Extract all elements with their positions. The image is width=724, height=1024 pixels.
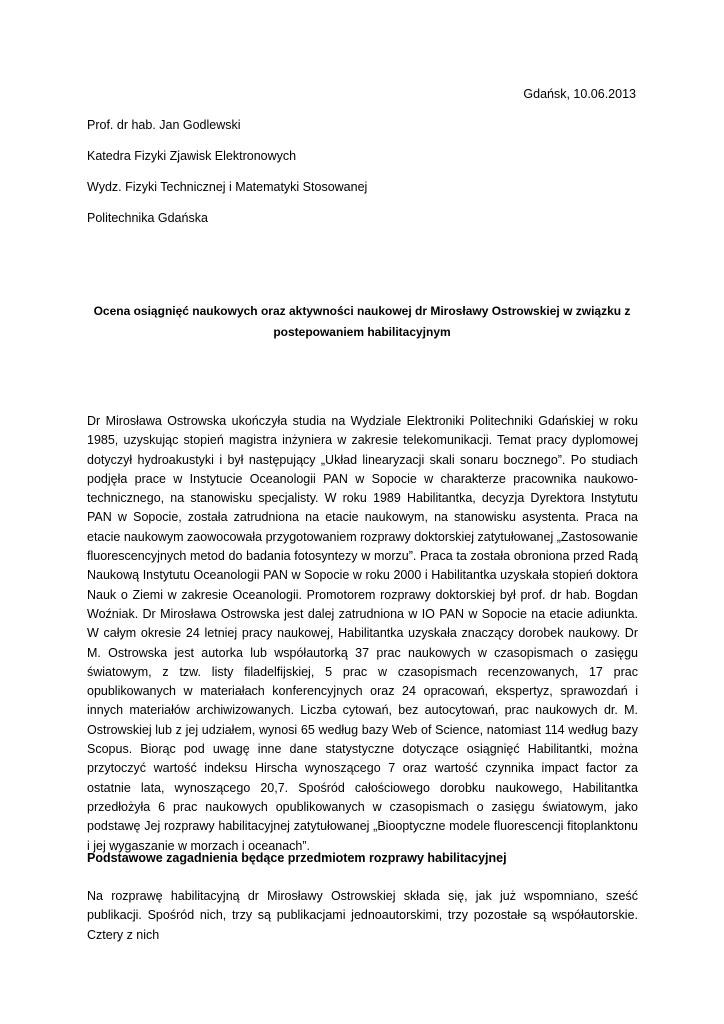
title-line-1: Ocena osiągnięć naukowych oraz aktywności naukowej dr Mirosławy Ostrowskiej w związku z [93, 304, 631, 318]
university: Politechnika Gdańska [87, 211, 208, 225]
document-title [87, 301, 637, 343]
letter-date: Gdańsk, 10.06.2013 [523, 87, 636, 101]
body-paragraph-1: Dr Mirosława Ostrowska ukończyła studia na Wydziale Elektroniki Politechniki Gdańskiej w roku 1985, uzyskując stopień magistra inżyniera w zakresie telekomunikacji. Temat pracy dyplomowej dotyczył hydroakustyki i był następujący „Układ linearyzacji skali sonaru bocznego”. Po studiach podjęła prace w Instytucie Oceanologii PAN w Sopocie w charakterze pracownika naukowo-technicznego, na stanowisku specjalisty. W roku 1989 Habilitantka, decyzja Dyrektora Instytutu PAN w Sopocie, została zatrudniona na etacie naukowym, na stanowisku asystenta. Praca na etacie naukowym zaowocowała przygotowaniem rozprawy doktorskiej zatytułowanej „Zastosowanie fluorescencyjnych metod do badania fotosyntezy w morzu”. Praca ta została obroniona przed Radą Naukową Instytutu Oceanologii PAN w Sopocie w roku 2000 i Habilitantka uzyskała stopień doktora Nauk o Ziemi w zakresie Oceanologii. Promotorem rozprawy doktorskiej był prof. dr hab. Bogdan Woźniak. Dr Mirosława Ostrowska jest dalej zatrudniona w IO PAN w Sopocie na etacie adiunkta. W całym okresie 24 letniej pracy naukowej, Habilitantka uzyskała znaczący dorobek naukowy. Dr M. Ostrowska jest autorka lub współautorką 37 prac naukowych w czasopismach o zasięgu światowym, z tzw. listy filadelfijskiej, 5 prac w czasopismach recenzowanych, 17 prac opublikowanych w materiałach konferencyjnych oraz 24 opracowań, ekspertyz, sprawozdań i innych materiałów archiwizowanych. Liczba cytowań, bez autocytowań, prac naukowych dr. M. Ostrowskiej lub z jej udziałem, wynosi 65 według bazy Web of Science, natomiast 114 według bazy Scopus. Biorąc pod uwagę inne dane statystyczne dotyczące osiągnięć Habilitantki, można przytoczyć wartość indeksu Hirscha wynoszącego 7 oraz wartość czynnika impact factor za ostatnie lata, wynoszącego 20,7. Spośród całościowego dorobku naukowego, Habilitantka przedłożyła 6 prac naukowych opublikowanych w czasopismach o zasięgu światowym, jako podstawę Jej rozprawy habilitacyjnej zatytułowanej „Biooptyczne modele fluorescencji fitoplanktonu i jej wygaszanie w morzach i oceanach”. [87, 414, 638, 853]
faculty: Wydz. Fizyki Technicznej i Matematyki Stosowanej [87, 180, 368, 194]
section-heading: Podstawowe zagadnienia będące przedmiotem rozprawy habilitacyjnej [87, 851, 507, 865]
department: Katedra Fizyki Zjawisk Elektronowych [87, 149, 297, 163]
title-line-2: postepowaniem habilitacyjnym [273, 325, 451, 339]
body-paragraph-2: Na rozprawę habilitacyjną dr Mirosławy Ostrowskiej składa się, jak już wspomniano, sześć publikacji. Spośród nich, trzy są publikacjami jednoautorskimi, trzy pozostałe są współautorskie. Cztery z nich [87, 889, 638, 942]
author-name: Prof. dr hab. Jan Godlewski [87, 118, 241, 132]
